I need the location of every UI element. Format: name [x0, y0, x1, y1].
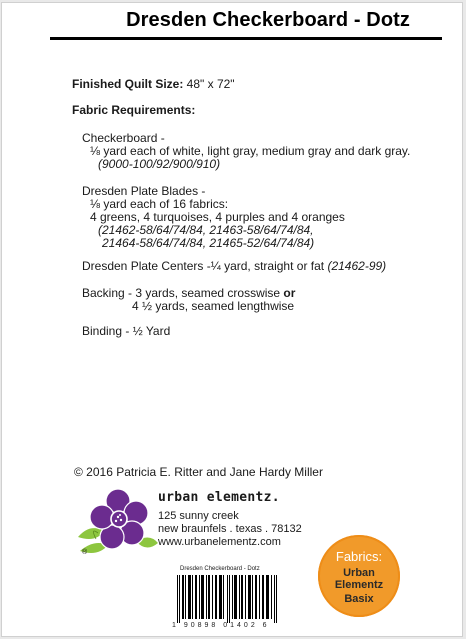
- badge-line: Basix: [344, 593, 374, 605]
- backing-line-2: 4 ½ yards, seamed lengthwise: [132, 299, 295, 313]
- centers-text: Dresden Plate Centers -¼ yard, straight or fat: [82, 259, 328, 273]
- blades-colors: 4 greens, 4 turquoises, 4 purples and 4 oranges: [90, 210, 345, 224]
- title-divider: [50, 37, 442, 40]
- barcode-icon: [177, 575, 281, 623]
- badge-brand: [318, 567, 400, 591]
- page: [1, 2, 463, 637]
- checkerboard-line: ⅛ yard each of white, light gray, medium gray and dark gray.: [90, 144, 411, 158]
- company-name: urban elementz.: [158, 490, 280, 505]
- fabrics-badge: [318, 535, 400, 617]
- backing-or: or: [283, 286, 296, 300]
- badge-label: Fabrics:: [335, 549, 383, 564]
- fabric-requirements-heading: Fabric Requirements:: [72, 103, 196, 117]
- blades-heading: Dresden Plate Blades -: [82, 184, 206, 198]
- company-address-1: 125 sunny creek: [158, 510, 239, 522]
- finished-size: [72, 77, 235, 91]
- checkerboard-codes: (9000-100/92/900/910): [98, 157, 221, 171]
- registered-mark: ®: [82, 549, 88, 556]
- barcode-label: Dresden Checkerboard - Dotz: [180, 566, 260, 572]
- page-title: Dresden Checkerboard - Dotz: [126, 9, 410, 31]
- company-website[interactable]: www.urbanelementz.com: [158, 536, 281, 548]
- blades-codes-1: (21462-58/64/74/84, 21463-58/64/74/84,: [98, 223, 314, 237]
- badge-brand-line-2: Elementz: [334, 579, 384, 591]
- centers-line: [82, 259, 386, 273]
- checkerboard-heading: Checkerboard -: [82, 131, 165, 145]
- blades-line: ⅛ yard each of 16 fabrics:: [90, 197, 229, 211]
- backing-text: Backing - 3 yards, seamed crosswise: [82, 286, 284, 300]
- centers-code: (21462-99): [327, 259, 387, 273]
- copyright-line: © 2016 Patricia E. Ritter and Jane Hardy Miller: [74, 465, 323, 479]
- blades-codes-2: 21464-58/64/74/84, 21465-52/64/74/84): [102, 236, 315, 250]
- barcode-digits: 1 90898 01402 6: [172, 622, 270, 629]
- badge-brand-line-1: Urban: [343, 567, 375, 579]
- backing-line-1: [82, 286, 295, 300]
- company-address-2: new braunfels . texas . 78132: [158, 523, 302, 535]
- binding-line: Binding - ½ Yard: [82, 324, 171, 338]
- finished-size-label: Finished Quilt Size:: [72, 77, 184, 91]
- finished-size-value: 48" x 72": [183, 77, 235, 91]
